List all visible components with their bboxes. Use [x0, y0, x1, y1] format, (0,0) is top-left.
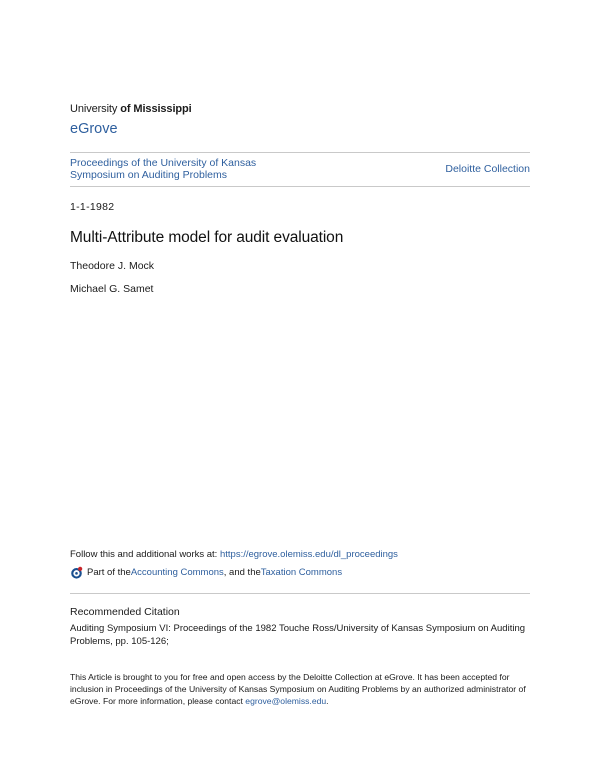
part-of-line — [70, 566, 342, 579]
citation-body: Auditing Symposium VI: Proceedings of the 1982 Touche Ross/University of Kansas Symposium on Auditing Problems, pp. 105-126; — [70, 623, 526, 647]
contact-email-link[interactable]: egrove@olemiss.edu — [245, 696, 327, 707]
part-of-prefix: Part of the — [87, 567, 131, 578]
university-prefix: University — [70, 103, 118, 115]
access-notice — [70, 671, 532, 708]
series-line2: Symposium on Auditing Problems — [70, 169, 227, 181]
article-title: Multi-Attribute model for audit evaluation — [70, 229, 344, 246]
follow-line — [70, 549, 398, 560]
series-line1: Proceedings of the University of Kansas — [70, 157, 257, 169]
university-suffix: of Mississippi — [120, 103, 192, 115]
top-divider — [70, 152, 530, 153]
collection-link[interactable]: Deloitte Collection — [445, 163, 530, 175]
series-link[interactable] — [70, 157, 300, 181]
notice-text: This Article is brought to you for free and open access by the Deloitte Collection at eGrove. It has been accepted for inclusion in Proceedings of the University of Kansas Symposium on Auditing Problems by an authorized administrator of eGrove. For more information, please contact — [70, 672, 526, 707]
part-of-middle: , and the — [223, 567, 261, 578]
series-divider — [70, 186, 530, 187]
article-date: 1-1-1982 — [70, 201, 115, 213]
citation-divider — [70, 593, 530, 594]
accounting-commons-link[interactable]: Accounting Commons — [130, 567, 224, 578]
author-1: Theodore J. Mock — [70, 260, 155, 272]
repository-link[interactable]: eGrove — [70, 121, 118, 137]
notice-end: . — [326, 696, 329, 707]
follow-text: Follow this and additional works at: — [70, 549, 220, 560]
taxation-commons-link[interactable]: Taxation Commons — [260, 567, 343, 578]
follow-url-link[interactable]: https://egrove.olemiss.edu/dl_proceedings — [219, 549, 398, 560]
university-name — [70, 103, 192, 115]
citation-heading: Recommended Citation — [70, 606, 180, 618]
author-2: Michael G. Samet — [70, 283, 154, 295]
commons-network-icon — [70, 566, 83, 579]
